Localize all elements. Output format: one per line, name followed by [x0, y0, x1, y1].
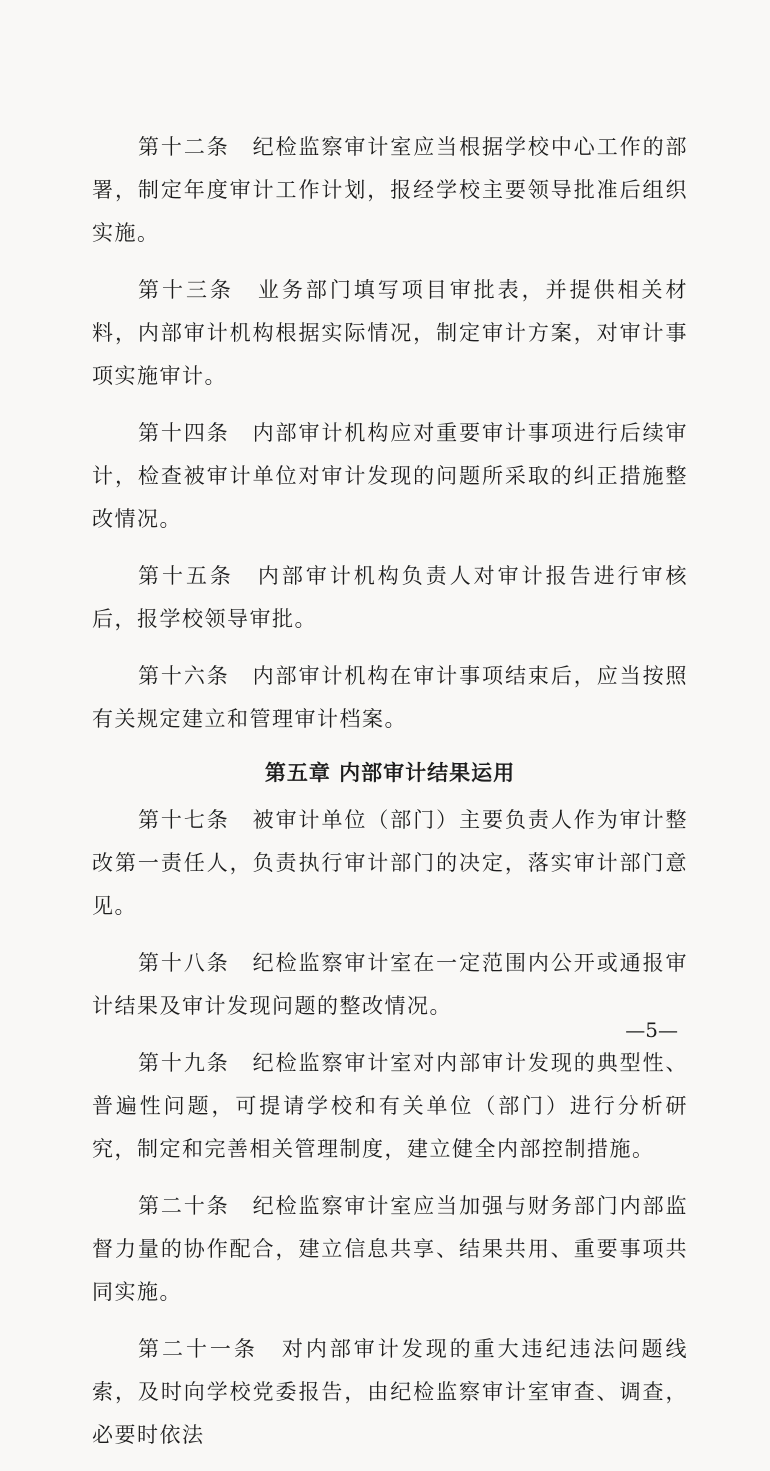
article-17: 第十七条 被审计单位（部门）主要负责人作为审计整改第一责任人，负责执行审计部门的决定，落实审计部门意见。	[92, 808, 688, 918]
chapter-heading: 第五章 内部审计结果运用	[264, 761, 516, 785]
article-12: 第十二条 纪检监察审计室应当根据学校中心工作的部署，制定年度审计工作计划，报经学校主要领导批准后组织实施。	[92, 135, 688, 245]
article-13: 第十三条 业务部门填写项目审批表，并提供相关材料，内部审计机构根据实际情况，制定审计方案，对审计事项实施审计。	[92, 278, 688, 388]
article-15: 第十五条 内部审计机构负责人对审计报告进行审核后，报学校领导审批。	[92, 564, 688, 631]
article-21: 第二十一条 对内部审计发现的重大违纪违法问题线索，及时向学校党委报告，由纪检监察审计室审查、调查，必要时依法	[92, 1337, 688, 1447]
document-body	[92, 126, 688, 1471]
article-19: 第十九条 纪检监察审计室对内部审计发现的典型性、普遍性问题，可提请学校和有关单位（部门）进行分析研究，制定和完善相关管理制度，建立健全内部控制措施。	[92, 1051, 688, 1161]
article-14: 第十四条 内部审计机构应对重要审计事项进行后续审计，检查被审计单位对审计发现的问题所采取的纠正措施整改情况。	[92, 421, 688, 531]
article-18: 第十八条 纪检监察审计室在一定范围内公开或通报审计结果及审计发现问题的整改情况。	[92, 951, 688, 1018]
page-number: —5—	[625, 1018, 678, 1042]
article-16: 第十六条 内部审计机构在审计事项结束后，应当按照有关规定建立和管理审计档案。	[92, 664, 688, 731]
article-20: 第二十条 纪检监察审计室应当加强与财务部门内部监督力量的协作配合，建立信息共享、结果共用、重要事项共同实施。	[92, 1194, 688, 1304]
